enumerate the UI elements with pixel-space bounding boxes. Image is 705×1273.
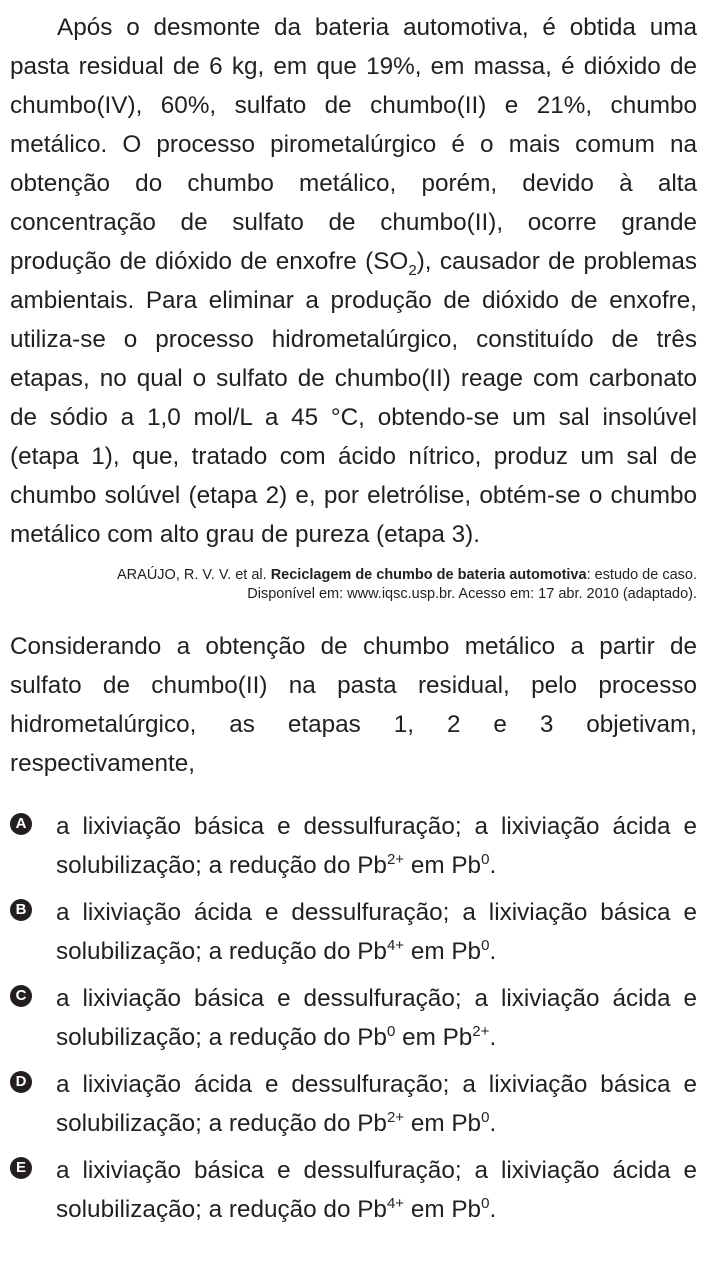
option-d-sup2: 0	[481, 1108, 490, 1126]
option-c-badge: C	[10, 985, 32, 1007]
option-d-mid: em Pb	[404, 1110, 482, 1137]
option-e-sup1: 4+	[386, 1194, 405, 1212]
option-e-mid: em Pb	[404, 1196, 482, 1223]
option-d-sup1: 2+	[386, 1108, 405, 1126]
option-a-text	[56, 807, 697, 885]
option-e[interactable]	[10, 1151, 697, 1229]
option-d[interactable]	[10, 1065, 697, 1143]
citation-line-1	[10, 566, 697, 585]
option-d-text	[56, 1065, 697, 1143]
option-a-badge: A	[10, 813, 32, 835]
option-e-text	[56, 1151, 697, 1229]
question-stem: Considerando a obtenção de chumbo metálico a partir de sulfato de chumbo(II) na pasta residual, pelo processo hidrometalúrgico, as etapas 1, 2 e 3 objetivam, respectivamente,	[10, 633, 697, 777]
option-a[interactable]	[10, 807, 697, 885]
option-c-sup1: 0	[386, 1022, 396, 1040]
citation-title: Reciclagem de chumbo de bateria automotiva	[270, 567, 587, 583]
option-d-end: .	[489, 1110, 497, 1137]
option-b-mid: em Pb	[404, 938, 482, 965]
option-a-sup1: 2+	[386, 850, 405, 868]
option-b-badge: B	[10, 899, 32, 921]
answer-options	[10, 807, 697, 1229]
option-d-badge: D	[10, 1071, 32, 1093]
option-e-badge: E	[10, 1157, 32, 1179]
option-b-sup1: 4+	[386, 936, 405, 954]
passage-text-b: ), causador de problemas ambientais. Para eliminar a produção de dióxido de enxofre, utiliza-se o processo hidrometalúrgico, constituído de três etapas, no qual o sulfato de chumbo(II) reage com carbonato de sódio a 1,0 mol/L a 45 °C, obtendo-se um sal insolúvel (etapa 1), que, tratado com ácido nítrico, produz um sal de chumbo solúvel (etapa 2) e, por eletrólise, obtém-se o chumbo metálico com alto grau de pureza (etapa 3).	[10, 248, 697, 548]
citation-line-2: Disponível em: www.iqsc.usp.br. Acesso em: 17 abr. 2010 (adaptado).	[247, 585, 697, 602]
option-a-sup2: 0	[481, 850, 490, 868]
option-a-mid: em Pb	[404, 852, 482, 879]
citation-author: ARAÚJO, R. V. V. et al.	[117, 567, 271, 583]
option-b[interactable]	[10, 893, 697, 971]
passage-text-a: Após o desmonte da bateria automotiva, é obtida uma pasta residual de 6 kg, em que 19%, em massa, é dióxido de chumbo(IV), 60%, sulfato de chumbo(II) e 21%, chumbo metálico. O processo pirometalúrgico é o mais comum na obtenção do chumbo metálico, porém, devido à alta concentração de sulfato de chumbo(II), ocorre grande produção de dióxido de enxofre (SO	[10, 14, 697, 275]
option-b-text	[56, 893, 697, 971]
option-e-body: a lixiviação básica e dessulfuração; a lixiviação ácida e solubilização; a redução do Pb	[56, 1157, 697, 1223]
option-c-sup2: 2+	[472, 1022, 490, 1040]
option-b-sup2: 0	[481, 936, 490, 954]
option-a-body: a lixiviação básica e dessulfuração; a lixiviação ácida e solubilização; a redução do Pb	[56, 813, 697, 879]
option-c-mid: em Pb	[395, 1024, 473, 1051]
option-c[interactable]	[10, 979, 697, 1057]
option-b-body: a lixiviação ácida e dessulfuração; a lixiviação básica e solubilização; a redução do Pb	[56, 899, 697, 965]
so2-subscript: 2	[408, 261, 417, 279]
source-citation	[10, 566, 697, 603]
passage-paragraph	[10, 8, 697, 554]
option-c-text	[56, 979, 697, 1057]
option-c-body: a lixiviação básica e dessulfuração; a lixiviação ácida e solubilização; a redução do Pb	[56, 985, 697, 1051]
citation-rest: : estudo de caso.	[586, 567, 697, 583]
option-a-end: .	[489, 852, 497, 879]
option-b-end: .	[489, 938, 497, 965]
option-e-sup2: 0	[481, 1194, 490, 1212]
option-d-body: a lixiviação ácida e dessulfuração; a lixiviação básica e solubilização; a redução do Pb	[56, 1071, 697, 1137]
option-e-end: .	[489, 1196, 497, 1223]
option-c-end: .	[489, 1024, 497, 1051]
